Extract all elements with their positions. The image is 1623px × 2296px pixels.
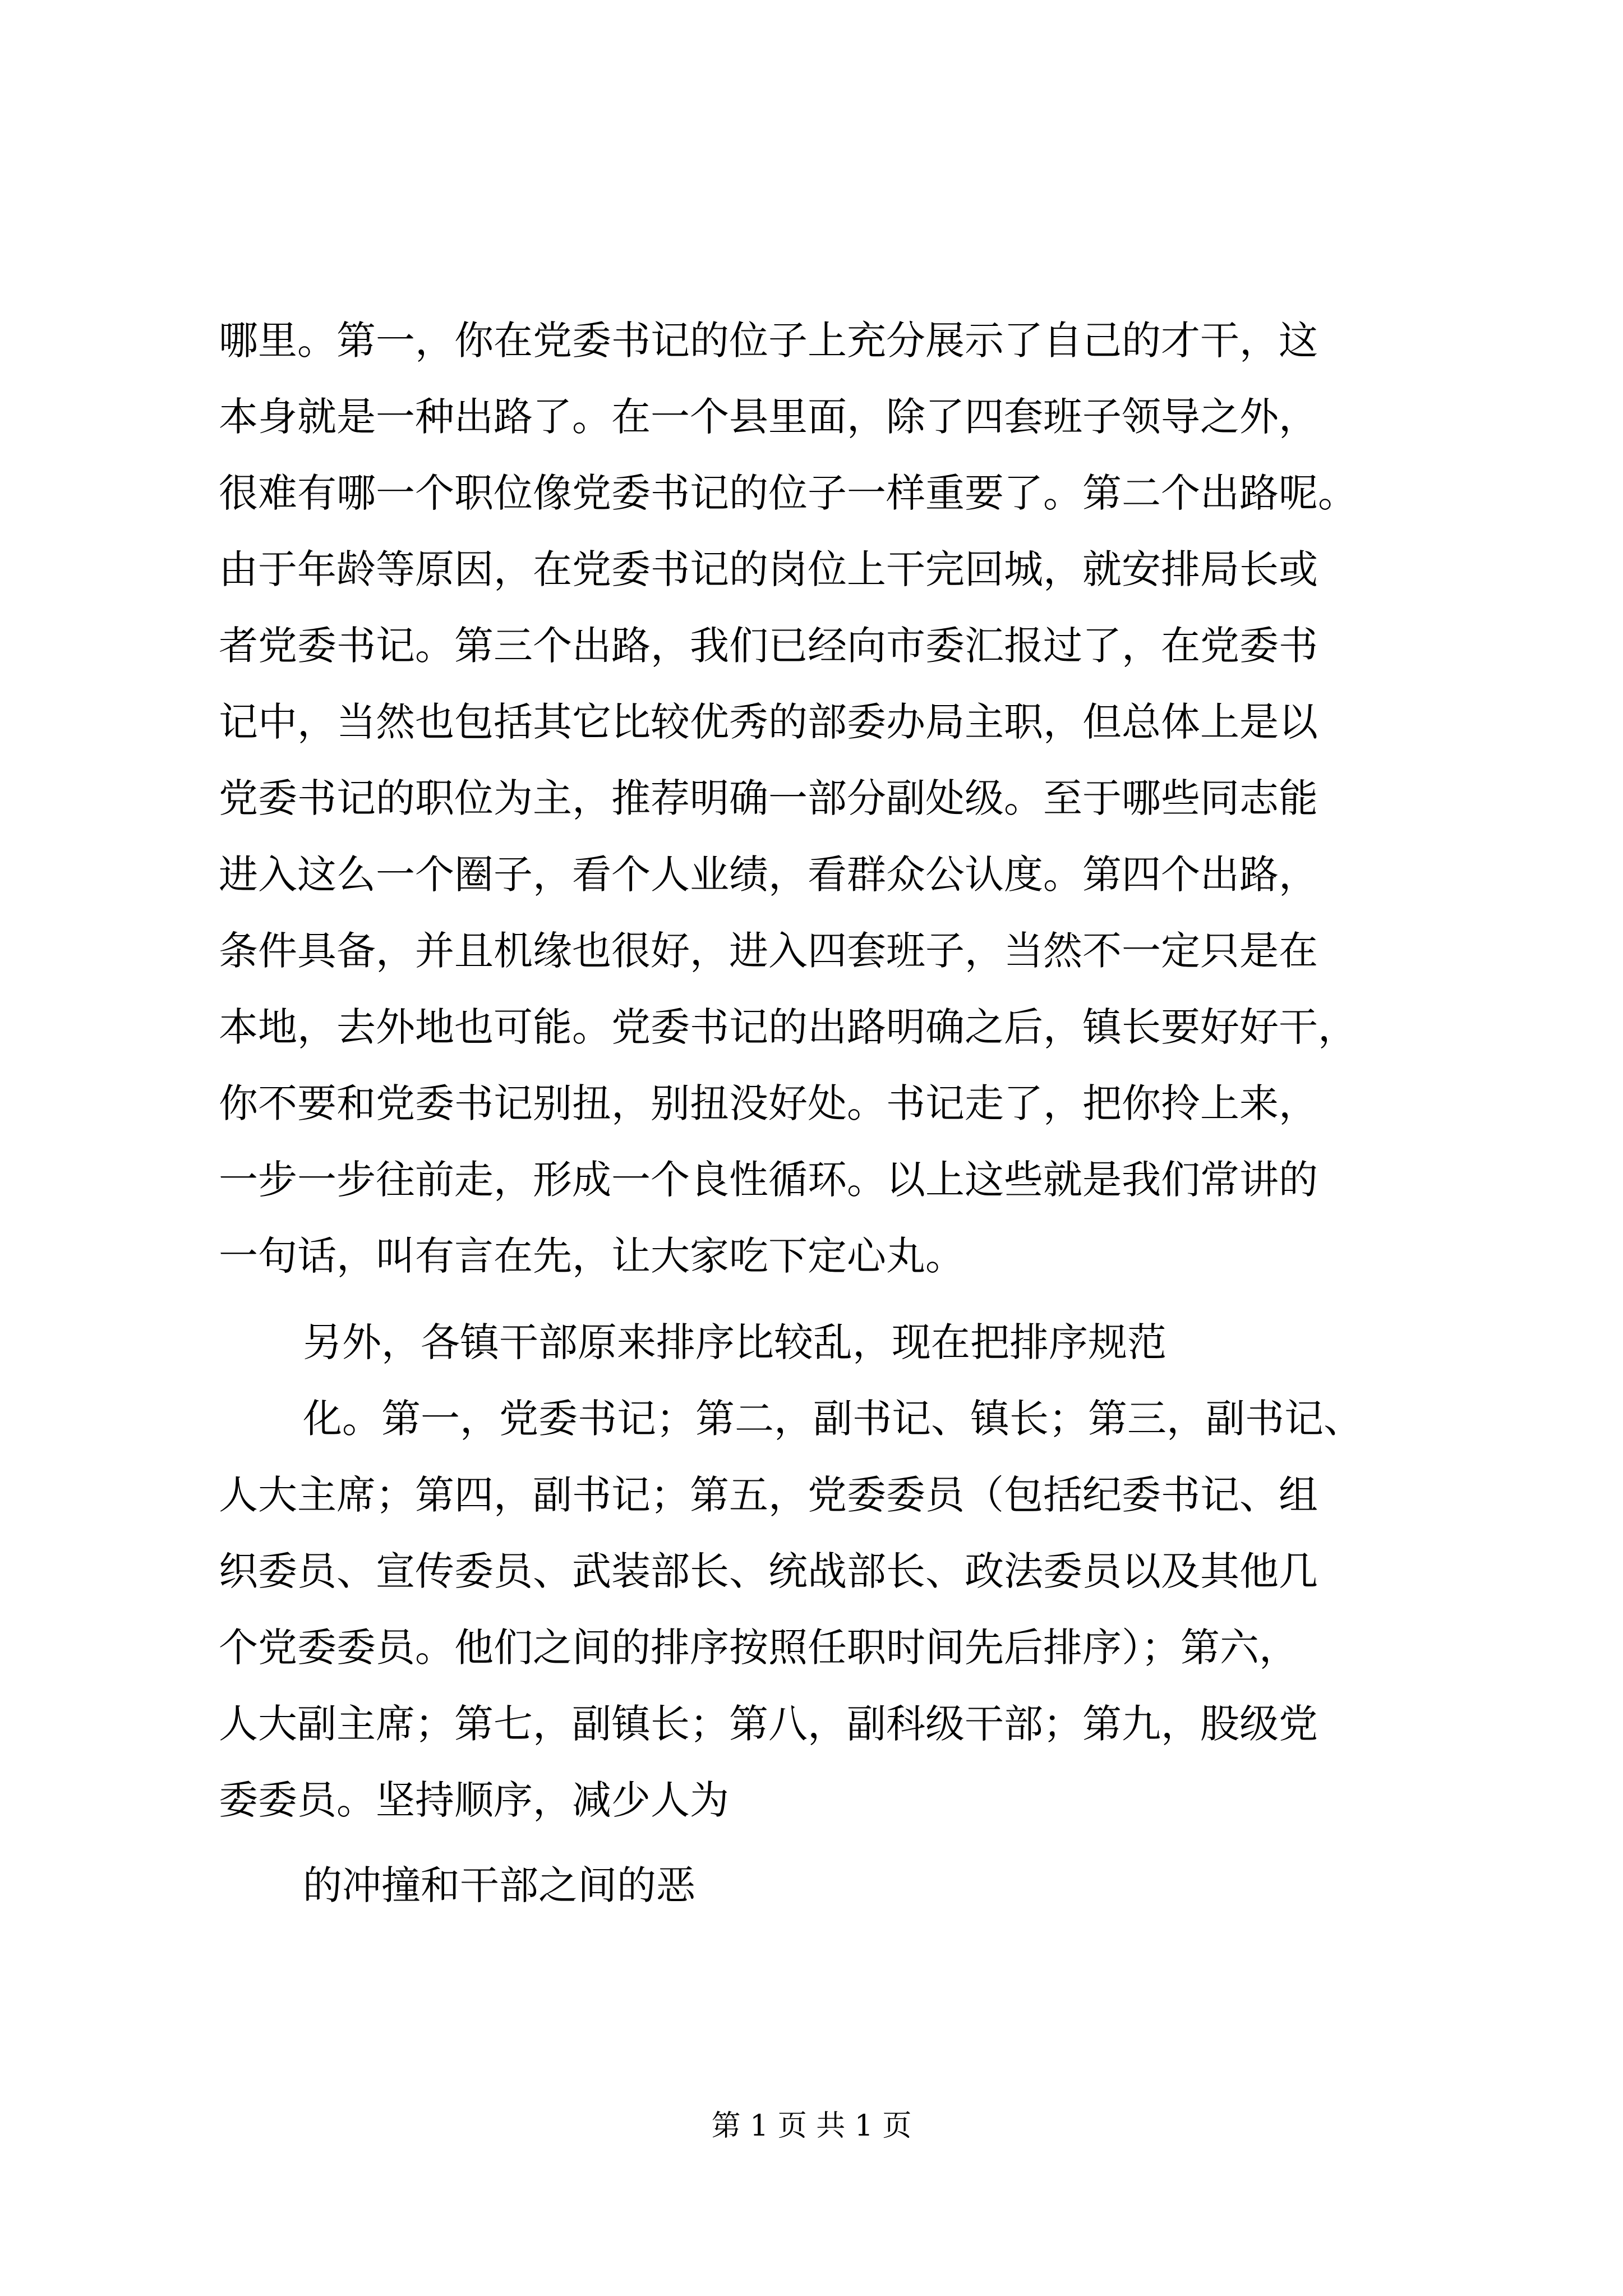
text-line: 化。第一，党委书记；第二，副书记、镇长；第三，副书记、	[303, 1396, 1363, 1442]
text-line: 记中，当然也包括其它比较优秀的部委办局主职，但总体上是以	[219, 699, 1318, 745]
text-line: 本地，去外地也可能。党委书记的出路明确之后，镇长要好好干，	[219, 1004, 1357, 1050]
text-line: 人大副主席；第七，副镇长；第八，副科级干部；第九，股级党	[219, 1701, 1318, 1747]
text-line: 委委员。坚持顺序，减少人为	[219, 1777, 729, 1823]
text-line: 一步一步往前走，形成一个良性循环。以上这些就是我们常讲的	[219, 1157, 1318, 1203]
text-line: 你不要和党委书记别扭，别扭没好处。书记走了，把你拎上来，	[219, 1080, 1318, 1126]
page-number-footer: 第 1 页 共 1 页	[711, 2109, 912, 2143]
text-line: 党委书记的职位为主，推荐明确一部分副处级。至于哪些同志能	[219, 775, 1318, 821]
text-line: 由于年龄等原因，在党委书记的岗位上干完回城，就安排局长或	[219, 546, 1318, 592]
text-line: 个党委委员。他们之间的排序按照任职时间先后排序）；第六，	[219, 1625, 1298, 1671]
text-line: 本身就是一种出路了。在一个县里面，除了四套班子领导之外，	[219, 394, 1318, 440]
text-line: 人大主席；第四，副书记；第五，党委委员（包括纪委书记、组	[219, 1472, 1318, 1518]
text-line: 的冲撞和干部之间的恶	[303, 1862, 695, 1908]
paragraph-start-line: 另外，各镇干部原来排序比较乱，现在把排序规范	[303, 1319, 1166, 1365]
text-line: 织委员、宣传委员、武装部长、统战部长、政法委员以及其他几	[219, 1548, 1318, 1594]
text-line: 者党委书记。第三个出路，我们已经向市委汇报过了，在党委书	[219, 623, 1318, 669]
text-line: 进入这么一个圈子，看个人业绩，看群众公认度。第四个出路，	[219, 852, 1318, 898]
text-line: 很难有哪一个职位像党委书记的位子一样重要了。第二个出路呢。	[219, 470, 1357, 516]
text-line: 哪里。第一，你在党委书记的位子上充分展示了自己的才干，这	[219, 318, 1318, 364]
text-line: 条件具备，并且机缘也很好，进入四套班子，当然不一定只是在	[219, 928, 1318, 974]
text-line: 一句话，叫有言在先，让大家吃下定心丸。	[219, 1233, 965, 1279]
